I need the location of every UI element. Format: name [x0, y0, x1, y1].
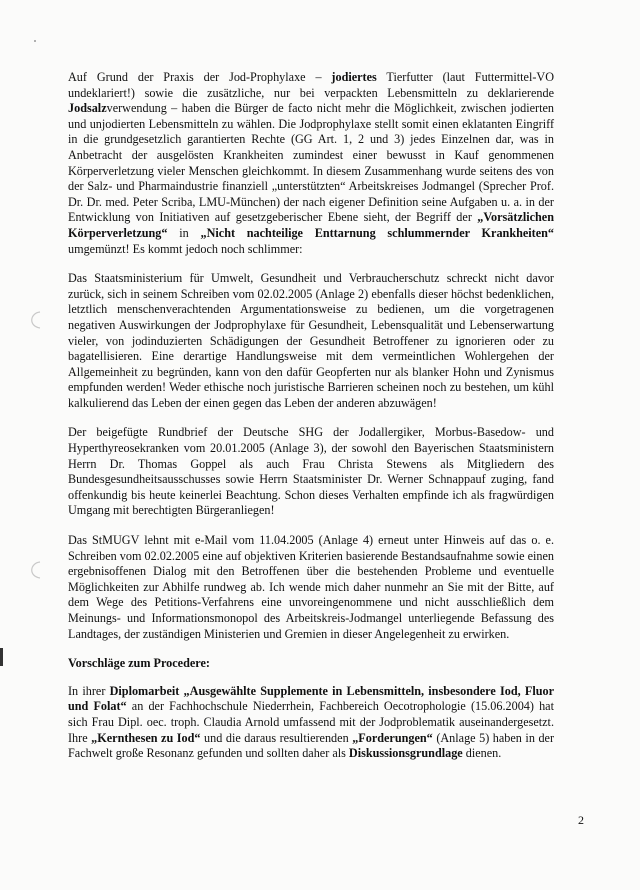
text-run: Das StMUGV lehnt mit e-Mail vom 11.04.2005 (Anlage 4) erneut unter Hinweis auf das o. e. Schreiben vom 02.02.2005 eine auf objektiven Kriterien basierende Bestandsaufnahme sowie einen ergebnisoffenen Dialog mit den Betroffenen über die bestehenden Probleme und eventuelle Möglichkeiten zur Abhilfe rundweg ab. Ich wende mich daher nunmehr an Sie mit der Bitte, auf dem Wege des Petitions-Verfahrens eine unvoreingenommene und nicht ausschließlich dem Meinungs- und Informationsmonopol des Arbeitskreis-Jodmangel unterliegende Befassung des Landtages, der zuständigen Ministerien und Gremien in dieser Angelegenheit zu erwirken. — [68, 533, 554, 641]
text-run: Der beigefügte Rundbrief der Deutsche SHG der Jodallergiker, Morbus-Basedow- und Hyperthyreosekranken vom 20.01.2005 (Anlage 3), der sowohl den Bayerischen Staatsministern Herrn Dr. Thomas Goppel als auch Frau Christa Stewens als Mitgliedern des Bundesgesundheitsausschusses sowie Herrn Staatsminister Dr. Werner Schnappauf zuging, fand offenkundig bis heute keinerlei Beachtung. Schon dieses Verhalten empfinde ich als fragwürdigen Umgang mit berechtigten Bürgeranliegen! — [68, 425, 554, 518]
text-run: (Anlage 5) haben in der Fachwelt große Resonanz gefunden und sollten daher als — [68, 730, 555, 761]
text-run: Tierfutter (laut Futtermittel-VO undeklariert!) sowie die zusätzliche, nur bei verpackten Lebensmitteln zu deklarierende — [68, 70, 554, 100]
emphasized-text: „Vorsätzlichen Körperverletzung“ — [68, 210, 554, 240]
document-body — [68, 70, 554, 776]
text-run: Das Staatsministerium für Umwelt, Gesundheit und Verbraucherschutz schreckt nicht davor zurück, sich in seinem Schreiben vom 02.02.2005 (Anlage 2) ebenfalls dieser höchst bedenklichen, letztlich menschenverachtenden Argumentationsweise zu bedienen, um die vorgetragenen negativen Auswirkungen der Jodprophylaxe für Gesundheit, Lebensqualität und Lebenserwartung vieler, von jodinduzierten Schädigungen der Gesundheit Betroffener zu ignorieren oder zu bagatellisieren. Eine derartige Handlungsweise mit dem vermeintlichen Wohlergehen der Allgemeinheit zu begründen, kann von den dafür Geopferten nur als blanker Hohn und Zynismus empfunden werden! Weder ethische noch juristische Barrieren scheinen noch zu bestehen, um kühl kalkulierend das Leben der einen gegen das Leben der anderen abzuwägen! — [68, 271, 554, 410]
body-paragraph — [68, 684, 554, 762]
section-heading — [68, 656, 554, 672]
body-paragraph — [68, 271, 554, 411]
punch-hole-mark — [26, 310, 42, 330]
scan-edge-mark — [0, 648, 3, 666]
text-run: Auf Grund der Praxis der Jod-Prophylaxe – — [68, 70, 332, 84]
text-run: an der Fachhochschule Niederrhein, Fachbereich Oecotrophologie (15.06.2004) hat sich Frau Dipl. oec. troph. Claudia Arnold umfassend mit der Jodproblematik auseinandergesetzt. Ihre — [68, 699, 554, 745]
text-run: In ihrer — [68, 683, 110, 698]
punch-hole-mark — [26, 560, 42, 580]
text-run: dienen. — [462, 746, 502, 761]
emphasized-text: Diplomarbeit „Ausgewählte Supplemente in Lebensmitteln, insbesondere Iod, Fluor und Folat“ — [68, 683, 554, 714]
body-paragraph — [68, 425, 554, 519]
emphasized-text: „Kernthesen zu Iod“ — [91, 730, 201, 745]
emphasized-text: jodiertes — [331, 70, 377, 84]
body-paragraph — [68, 533, 554, 642]
emphasized-text: Jodsalz — [68, 101, 107, 116]
emphasized-text: Diskussionsgrundlage — [348, 746, 463, 761]
text-run: verwendung – haben die Bürger de facto nicht mehr die Möglichkeit, zwischen jodierten und unjodierten Lebensmitteln zu wählen. Die Jodprophylaxe stellt somit einen eklatanten Eingriff in die grundgesetzlich garantierten Rechte (GG Art. 1, 2 und 3) jedes Einzelnen dar, was in Anbetracht der ausgelösten Krankheiten zumindest einer bewusst in Kauf genommenen Körperverletzung vieler Menschen gleichkommt. In diesem Zusammenhang wurde seitens des von der Salz- und Pharmaindustrie finanziell „unterstützten“ Arbeitskreises Jodmangel (Sprecher Prof. Dr. Dr. med. Peter Scriba, LMU-München) der nach eigener Definition seine Aufgaben u. a. in der Entwicklung von Initiativen auf gesetzgeberischer Ebene sieht, der Begriff der — [68, 101, 554, 225]
page-number: 2 — [578, 813, 584, 827]
text-run: in — [167, 225, 201, 240]
text-run: und die daraus resultierenden — [200, 730, 353, 745]
emphasized-text: „Nicht nachteilige Enttarnung schlummernder Krankheiten“ — [200, 225, 555, 240]
text-run: umgemünzt! Es kommt jedoch noch schlimmer: — [68, 241, 303, 256]
emphasized-text: „Forderungen“ — [352, 730, 433, 745]
emphasized-text: Vorschläge zum Procedere: — [68, 656, 210, 671]
scan-speck — [34, 40, 36, 42]
body-paragraph — [68, 70, 554, 257]
